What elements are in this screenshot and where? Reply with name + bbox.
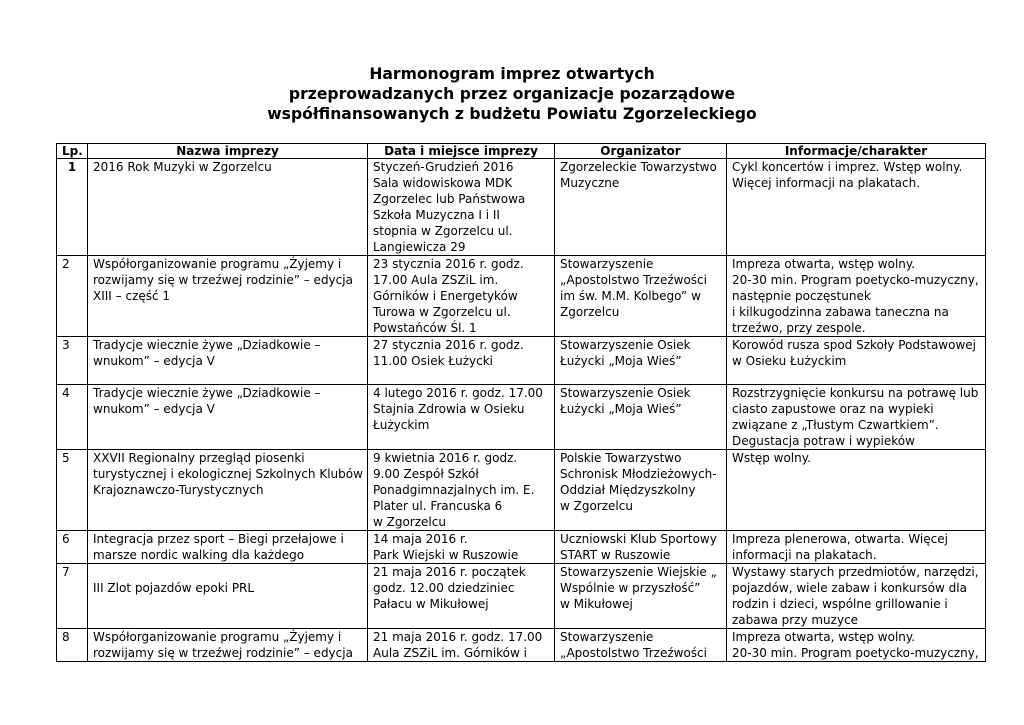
cell-event-name xyxy=(88,629,368,662)
cell-organizer-line: Oddział Międzyszkolny xyxy=(560,483,696,497)
cell-organizer-line: Zgorzeleckie Towarzystwo xyxy=(560,160,717,174)
header-info: Informacje/charakter xyxy=(727,144,986,159)
document-title xyxy=(0,64,1024,124)
cell-event-name xyxy=(88,385,368,450)
cell-organizer-line: Muzyczne xyxy=(560,176,620,190)
table-row xyxy=(57,159,986,256)
cell-event-name xyxy=(88,337,368,385)
cell-organizer-line: Łużycki „Moja Wieś” xyxy=(560,402,682,416)
cell-info-line: 20-30 min. Program poetycko-muzyczny, xyxy=(732,273,979,287)
cell-event-name-line: XXVII Regionalny przegląd piosenki xyxy=(93,451,305,465)
cell-date-place-line: Szkoła Muzyczna I i II xyxy=(373,208,500,222)
cell-organizer-line: „Apostolstwo Trzeźwości xyxy=(560,646,707,660)
cell-info xyxy=(727,256,986,337)
title-line-3: współfinansowanych z budżetu Powiatu Zgorzeleckiego xyxy=(267,105,757,123)
cell-date-place-line: 9.00 Zespół Szkół xyxy=(373,467,479,481)
cell-event-name xyxy=(88,159,368,256)
cell-date-place-line: 21 maja 2016 r. godz. 17.00 xyxy=(373,630,543,644)
cell-event-name-line: rozwijamy się w trzeźwej rodzinie” – edycja xyxy=(93,273,353,287)
cell-organizer-line: Stowarzyszenie xyxy=(560,257,654,271)
cell-lp: 3 xyxy=(57,337,88,385)
table-row xyxy=(57,450,986,531)
cell-date-place-line: Langiewicza 29 xyxy=(373,240,466,254)
cell-date-place-line: Aula ZSZiL im. Górników i xyxy=(373,646,527,660)
cell-date-place-line: 21 maja 2016 r. początek xyxy=(373,565,526,579)
cell-event-name-line: wnukom” – edycja V xyxy=(93,402,215,416)
cell-organizer-line: Polskie Towarzystwo xyxy=(560,451,682,465)
cell-info-line: Rozstrzygnięcie konkursu na potrawę lub xyxy=(732,386,979,400)
cell-info-line: 20-30 min. Program poetycko-muzyczny, xyxy=(732,646,979,660)
cell-info-line: Impreza plenerowa, otwarta. Więcej xyxy=(732,532,948,546)
cell-info xyxy=(727,159,986,256)
cell-date-place xyxy=(368,531,555,564)
table-row xyxy=(57,385,986,450)
cell-organizer xyxy=(555,385,727,450)
cell-organizer xyxy=(555,450,727,531)
cell-info xyxy=(727,385,986,450)
cell-date-place xyxy=(368,337,555,385)
cell-organizer xyxy=(555,629,727,662)
cell-date-place-line: 14 maja 2016 r. xyxy=(373,532,468,546)
cell-info-line: Impreza otwarta, wstęp wolny. xyxy=(732,257,916,271)
cell-event-name-line: Integracja przez sport – Biegi przełajowe i xyxy=(93,532,344,546)
cell-event-name-line: XIII – część 1 xyxy=(93,289,171,303)
cell-info-line: następnie poczęstunek xyxy=(732,289,871,303)
cell-date-place-line: w Zgorzelcu xyxy=(373,515,446,529)
cell-date-place-line: 4 lutego 2016 r. godz. 17.00 xyxy=(373,386,543,400)
cell-lp: 7 xyxy=(57,564,88,629)
table-row xyxy=(57,337,986,385)
cell-info-line: Korowód rusza spod Szkoły Podstawowej xyxy=(732,338,976,352)
table-row xyxy=(57,629,986,662)
cell-event-name-line: Krajoznawczo-Turystycznych xyxy=(93,483,264,497)
cell-lp: 2 xyxy=(57,256,88,337)
title-line-2: przeprowadzanych przez organizacje pozarządowe xyxy=(288,85,736,103)
cell-organizer-line: im św. M.M. Kolbego” w xyxy=(560,289,701,303)
cell-event-name-line: III Zlot pojazdów epoki PRL xyxy=(93,581,255,595)
cell-date-place-line: Pałacu w Mikułowej xyxy=(373,597,489,611)
cell-date-place-line: 9 kwietnia 2016 r. godz. xyxy=(373,451,518,465)
table-row xyxy=(57,564,986,629)
cell-info-line: Cykl koncertów i imprez. Wstęp wolny. xyxy=(732,160,963,174)
cell-event-name-line: Tradycje wiecznie żywe „Dziadkowie – xyxy=(93,386,321,400)
cell-info-line: rodzin i dzieci, wspólne grillowanie i xyxy=(732,597,948,611)
cell-event-name xyxy=(88,531,368,564)
header-lp: Lp. xyxy=(57,144,88,159)
cell-organizer-line: Wspólnie w przyszłość” xyxy=(560,581,701,595)
cell-info-line: Więcej informacji na plakatach. xyxy=(732,176,921,190)
cell-event-name-line: 2016 Rok Muzyki w Zgorzelcu xyxy=(93,160,272,174)
cell-date-place-line: 27 stycznia 2016 r. godz. xyxy=(373,338,524,352)
cell-date-place-line: Stajnia Zdrowia w Osieku xyxy=(373,402,525,416)
cell-lp: 6 xyxy=(57,531,88,564)
cell-date-place-line: stopnia w Zgorzelcu ul. xyxy=(373,224,513,238)
cell-lp: 1 xyxy=(57,159,88,256)
cell-info-line: i kilkugodzinna zabawa taneczna na xyxy=(732,305,949,319)
cell-event-name xyxy=(88,256,368,337)
cell-organizer-line: Stowarzyszenie Wiejskie „ xyxy=(560,565,717,579)
cell-event-name-line: rozwijamy się w trzeźwej rodzinie” – edycja xyxy=(93,646,353,660)
cell-date-place-line: Zgorzelec lub Państwowa xyxy=(373,192,526,206)
cell-info-line: związane z „Tłustym Czwartkiem”. xyxy=(732,418,939,432)
header-event-name: Nazwa imprezy xyxy=(88,144,368,159)
cell-organizer-line: „Apostolstwo Trzeźwości xyxy=(560,273,707,287)
cell-organizer-line: Stowarzyszenie xyxy=(560,630,654,644)
cell-info-line: informacji na plakatach. xyxy=(732,548,877,562)
cell-info-line: pojazdów, wiele zabaw i konkursów dla xyxy=(732,581,967,595)
cell-event-name-line: marsze nordic walking dla każdego xyxy=(93,548,305,562)
cell-event-name-line: wnukom” – edycja V xyxy=(93,354,215,368)
cell-info xyxy=(727,337,986,385)
table-row xyxy=(57,256,986,337)
cell-info-line: Wystawy starych przedmiotów, narzędzi, xyxy=(732,565,979,579)
cell-organizer xyxy=(555,159,727,256)
cell-date-place xyxy=(368,256,555,337)
cell-lp: 4 xyxy=(57,385,88,450)
header-date-place: Data i miejsce imprezy xyxy=(368,144,555,159)
cell-event-name xyxy=(88,450,368,531)
cell-date-place xyxy=(368,564,555,629)
cell-date-place xyxy=(368,629,555,662)
cell-info-line: Impreza otwarta, wstęp wolny. xyxy=(732,630,916,644)
cell-organizer xyxy=(555,256,727,337)
cell-date-place xyxy=(368,450,555,531)
cell-event-name xyxy=(88,564,368,629)
cell-date-place-line: Plater ul. Francuska 6 xyxy=(373,499,503,513)
cell-event-name-line: Współorganizowanie programu „Żyjemy i xyxy=(93,630,342,644)
cell-date-place-line: Górników i Energetyków xyxy=(373,289,518,303)
cell-info-line: trzeźwo, przy zespole. xyxy=(732,321,866,335)
table-row xyxy=(57,531,986,564)
cell-info xyxy=(727,629,986,662)
cell-date-place xyxy=(368,385,555,450)
cell-date-place-line: Turowa w Zgorzelcu ul. xyxy=(373,305,511,319)
cell-info xyxy=(727,531,986,564)
cell-organizer-line: Stowarzyszenie Osiek xyxy=(560,386,691,400)
cell-organizer-line: Zgorzelcu xyxy=(560,305,620,319)
cell-info-line: w Osieku Łużyckim xyxy=(732,354,847,368)
cell-info-line: ciasto zapustowe oraz na wypieki xyxy=(732,402,934,416)
cell-date-place-line: Powstańców Śl. 1 xyxy=(373,321,477,335)
cell-date-place-line: Sala widowiskowa MDK xyxy=(373,176,513,190)
cell-date-place-line: godz. 12.00 dziedziniec xyxy=(373,581,515,595)
cell-lp: 8 xyxy=(57,629,88,662)
cell-date-place-line: 11.00 Osiek Łużycki xyxy=(373,354,493,368)
cell-event-name-line: Tradycje wiecznie żywe „Dziadkowie – xyxy=(93,338,321,352)
cell-organizer-line: w Zgorzelcu xyxy=(560,499,633,513)
cell-lp: 5 xyxy=(57,450,88,531)
cell-date-place xyxy=(368,159,555,256)
cell-event-name-line: turystycznej i ekologicznej Szkolnych Klubów xyxy=(93,467,363,481)
cell-info-line: zabawa przy muzyce xyxy=(732,613,859,627)
cell-date-place-line: Łużyckim xyxy=(373,418,430,432)
cell-organizer xyxy=(555,337,727,385)
cell-info xyxy=(727,450,986,531)
cell-organizer-line: w Mikułowej xyxy=(560,597,633,611)
cell-organizer-line: Stowarzyszenie Osiek xyxy=(560,338,691,352)
events-schedule-table xyxy=(56,143,986,662)
cell-organizer-line: START w Ruszowie xyxy=(560,548,671,562)
cell-info-line: Degustacja potraw i wypieków xyxy=(732,434,915,448)
cell-event-name-line: Współorganizowanie programu „Żyjemy i xyxy=(93,257,342,271)
cell-organizer xyxy=(555,564,727,629)
cell-date-place-line: Park Wiejski w Ruszowie xyxy=(373,548,519,562)
cell-event-name-line xyxy=(93,564,362,580)
cell-info xyxy=(727,564,986,629)
cell-date-place-line: Ponadgimnazjalnych im. E. xyxy=(373,483,535,497)
header-organizer: Organizator xyxy=(555,144,727,159)
cell-organizer-line: Schronisk Młodzieżowych- xyxy=(560,467,717,481)
cell-date-place-line: 17.00 Aula ZSZiL im. xyxy=(373,273,499,287)
cell-organizer xyxy=(555,531,727,564)
cell-organizer-line: Uczniowski Klub Sportowy xyxy=(560,532,717,546)
cell-info-line: Wstęp wolny. xyxy=(732,451,811,465)
cell-organizer-line: Łużycki „Moja Wieś” xyxy=(560,354,682,368)
title-line-1: Harmonogram imprez otwartych xyxy=(369,65,655,83)
cell-date-place-line: Styczeń-Grudzień 2016 xyxy=(373,160,514,174)
cell-date-place-line: 23 stycznia 2016 r. godz. xyxy=(373,257,524,271)
table-header-row xyxy=(57,144,986,159)
